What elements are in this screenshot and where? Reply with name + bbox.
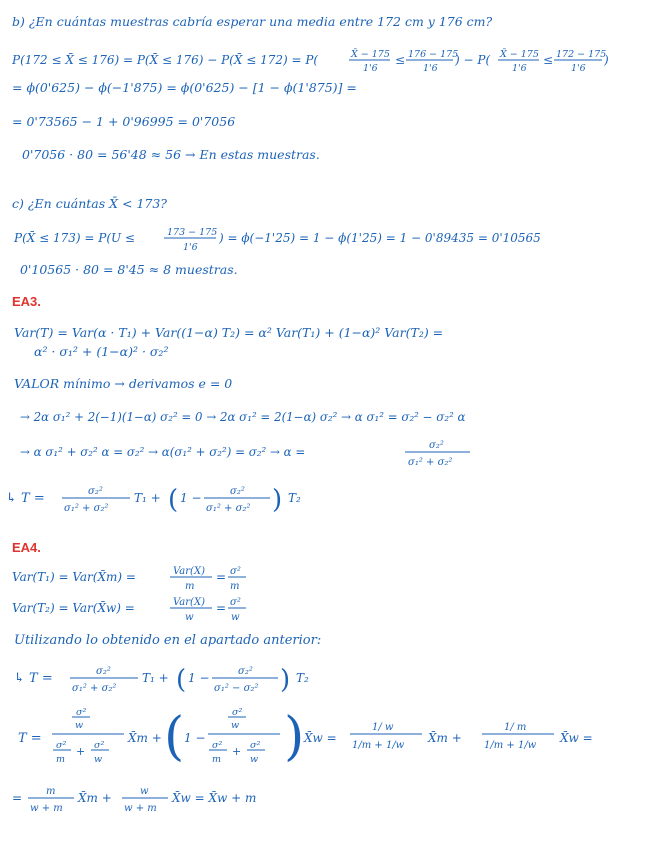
svg-text:w: w <box>231 720 240 731</box>
svg-text:σ²: σ² <box>76 707 87 718</box>
heading-ea4: EA4. <box>12 540 41 555</box>
svg-text:X̄ − 175: X̄ − 175 <box>351 49 390 60</box>
svg-text:1 −: 1 − <box>180 491 202 505</box>
svg-text:σ₁² + σ₂²: σ₁² + σ₂² <box>64 503 109 514</box>
svg-text:σ₂²: σ₂² <box>429 440 444 451</box>
svg-text:T₂: T₂ <box>288 491 301 505</box>
svg-text:w: w <box>75 720 84 731</box>
svg-text:T₂: T₂ <box>296 671 309 685</box>
svg-text:1'6: 1'6 <box>423 63 438 74</box>
svg-text:σ²: σ² <box>230 597 241 608</box>
alpha-line <box>20 434 500 474</box>
svg-text:σ₂²: σ₂² <box>230 486 245 497</box>
svg-text:w: w <box>94 754 103 765</box>
svg-text:m: m <box>56 754 66 765</box>
svg-text:): ) <box>604 53 609 67</box>
svg-text:X̄m +: X̄m + <box>78 791 112 805</box>
svg-text:Var(X): Var(X) <box>173 597 205 608</box>
svg-text:σ₁² − σ₂²: σ₁² − σ₂² <box>214 683 259 694</box>
svg-text:(: ( <box>168 485 179 515</box>
svg-text:(: ( <box>164 707 185 767</box>
question-b: b) ¿En cuántas muestras cabría esperar una media entre 172 cm y 176 cm? <box>12 14 493 29</box>
svg-text:m: m <box>185 581 195 592</box>
count-line-c: 0'10565 · 80 = 8'45 ≈ 8 muestras. <box>20 262 238 277</box>
svg-text:σ²: σ² <box>56 740 67 751</box>
svg-text:1/m + 1/w: 1/m + 1/w <box>484 740 537 751</box>
svg-text:σ₁² + σ₂²: σ₁² + σ₂² <box>408 457 453 468</box>
svg-text:X̄w =: X̄w = <box>304 731 337 745</box>
min-line: VALOR mínimo → derivamos e = 0 <box>14 376 233 391</box>
svg-text:1'6: 1'6 <box>363 63 378 74</box>
svg-text:↳ T =: ↳ T = <box>6 491 45 506</box>
svg-text:X̄m +: X̄m + <box>128 731 162 745</box>
svg-text:w: w <box>140 786 149 797</box>
svg-text:X̄w = X̄w + m: X̄w = X̄w + m <box>172 791 257 805</box>
t-formula-ea3 <box>6 478 326 524</box>
svg-text:≤: ≤ <box>543 53 554 67</box>
svg-text:σ²: σ² <box>232 707 243 718</box>
svg-text:=: = <box>216 601 227 615</box>
heading-ea3: EA3. <box>12 294 41 309</box>
svg-text:w + m: w + m <box>124 803 157 814</box>
svg-text:w: w <box>231 612 240 623</box>
var-line-1: Var(T) = Var(α · T₁) + Var((1−α) T₂) = α² Var(T₁) + (1−α)² Var(T₂) = <box>14 325 444 340</box>
svg-text:σ₂²: σ₂² <box>88 486 103 497</box>
svg-text:P(X̄ ≤ 173) = P(U ≤: P(X̄ ≤ 173) = P(U ≤ <box>14 231 135 245</box>
svg-text:m: m <box>212 754 222 765</box>
svg-text:=: = <box>216 570 227 584</box>
svg-text:1'6: 1'6 <box>183 242 198 253</box>
svg-text:=: = <box>12 791 23 805</box>
question-c: c) ¿En cuántas X̄ < 173? <box>12 196 167 211</box>
var-t1-t2 <box>12 565 312 625</box>
svg-text:1'6: 1'6 <box>571 63 586 74</box>
svg-text:176 − 175: 176 − 175 <box>408 49 459 60</box>
svg-text:(: ( <box>176 665 187 695</box>
svg-text:σ²: σ² <box>230 566 241 577</box>
svg-text:1/ m: 1/ m <box>504 722 527 733</box>
svg-text:Var(T₂) = Var(X̄w) =: Var(T₂) = Var(X̄w) = <box>12 601 135 615</box>
svg-text:σ₂²: σ₂² <box>96 666 111 677</box>
svg-text:1/ w: 1/ w <box>372 722 394 733</box>
svg-text:): ) <box>272 485 283 515</box>
svg-text:w + m: w + m <box>30 803 63 814</box>
t-substitution <box>18 704 638 776</box>
svg-text:X̄ − 175: X̄ − 175 <box>500 49 539 60</box>
svg-text:≤: ≤ <box>395 53 406 67</box>
final-line <box>12 780 332 820</box>
using-line: Utilizando lo obtenido en el apartado anterior: <box>14 633 322 648</box>
derivative-line: → 2α σ₁² + 2(−1)(1−α) σ₂² = 0 → 2α σ₁² = 2(1−α) σ₂² → α σ₁² = σ₂² − σ₂² α <box>20 410 466 424</box>
svg-text:σ²: σ² <box>94 740 105 751</box>
prob-line-b <box>12 40 644 80</box>
svg-text:1 −: 1 − <box>184 731 206 745</box>
svg-text:1 −: 1 − <box>188 671 210 685</box>
svg-text:σ₂²: σ₂² <box>238 666 253 677</box>
svg-text:P(172 ≤ X̄ ≤ 176) = P(X̄ ≤ 176: P(172 ≤ X̄ ≤ 176) = P(X̄ ≤ 176) − P(X̄ ≤ 172) = P( <box>12 53 319 67</box>
svg-text:172 − 175: 172 − 175 <box>556 49 607 60</box>
phi-line: = ϕ(0'625) − ϕ(−1'875) = ϕ(0'625) − [1 − ϕ(1'875)] = <box>12 80 357 95</box>
svg-text:w: w <box>250 754 259 765</box>
svg-text:↳ T =: ↳ T = <box>14 671 53 686</box>
svg-text:173 − 175: 173 − 175 <box>167 227 218 238</box>
svg-text:+: + <box>232 745 242 758</box>
svg-text:m: m <box>230 581 240 592</box>
svg-text:T₁ +: T₁ + <box>142 671 169 685</box>
svg-text:σ₁² + σ₂²: σ₁² + σ₂² <box>206 503 251 514</box>
svg-text:σ²: σ² <box>250 740 261 751</box>
svg-text:) − P(: ) − P( <box>455 53 491 67</box>
result-line: = 0'73565 − 1 + 0'96995 = 0'7056 <box>12 114 236 129</box>
svg-text:σ²: σ² <box>212 740 223 751</box>
svg-text:T₁ +: T₁ + <box>134 491 161 505</box>
svg-text:σ₁² + σ₂²: σ₁² + σ₂² <box>72 683 117 694</box>
var-line-2: α² · σ₁² + (1−α)² · σ₂² <box>34 344 169 359</box>
svg-text:1'6: 1'6 <box>512 63 527 74</box>
svg-text:w: w <box>185 612 194 623</box>
svg-text:): ) <box>284 707 305 767</box>
svg-text:X̄m +: X̄m + <box>428 731 462 745</box>
svg-text:Var(T₁) = Var(X̄m) =: Var(T₁) = Var(X̄m) = <box>12 570 136 584</box>
svg-text:T =: T = <box>18 731 42 746</box>
svg-text:X̄w =: X̄w = <box>560 731 593 745</box>
t-formula-ea4 <box>14 658 334 704</box>
svg-text:→ α σ₁² + σ₂² α = σ₂² → α(σ₁²: → α σ₁² + σ₂² α = σ₂² → α(σ₁² + σ₂²) = σ₂² → α = <box>20 445 306 459</box>
count-line-b: 0'7056 · 80 = 56'48 ≈ 56 → En estas muestras. <box>22 147 320 162</box>
svg-text:) = ϕ(−1'25) = 1 − ϕ(1'25) = 1: ) = ϕ(−1'25) = 1 − ϕ(1'25) = 1 − 0'89435 = 0'10565 <box>219 231 541 245</box>
svg-text:+: + <box>76 745 86 758</box>
svg-text:m: m <box>46 786 56 797</box>
svg-text:): ) <box>280 665 291 695</box>
svg-text:1/m + 1/w: 1/m + 1/w <box>352 740 405 751</box>
svg-text:Var(X): Var(X) <box>173 566 205 577</box>
prob-line-c <box>14 222 644 258</box>
